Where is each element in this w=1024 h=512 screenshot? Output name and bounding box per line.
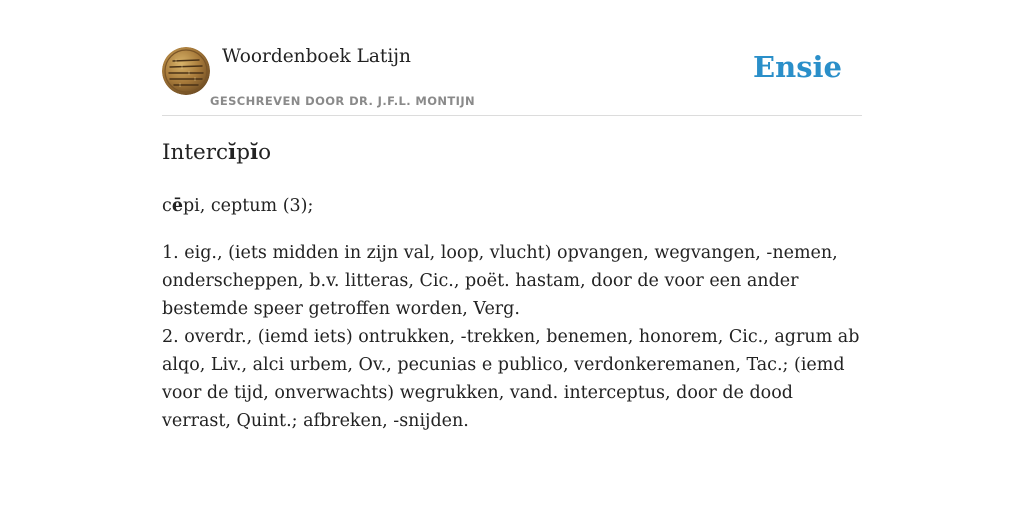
entry-title-part: Interc	[162, 140, 229, 165]
principal-parts-macron-vowel: ē	[171, 196, 183, 216]
principal-parts	[162, 193, 313, 219]
principal-parts-text: c	[162, 196, 172, 216]
dictionary-title[interactable]: Woordenboek Latijn	[222, 46, 411, 67]
entry-title-breve-vowel: ĭ	[228, 140, 237, 165]
entry-title-breve-vowel: ĭ	[249, 140, 259, 165]
entry-title	[162, 140, 271, 165]
definitions	[162, 239, 862, 435]
page	[162, 0, 862, 431]
latin-inscription-coin-icon[interactable]	[162, 47, 210, 95]
header	[162, 0, 862, 116]
author-byline: GESCHREVEN DOOR DR. J.F.L. MONTIJN	[210, 94, 476, 108]
definition-item: 2. overdr., (iemd iets) ontrukken, -trekken, benemen, honorem, Cic., agrum ab alqo, Liv., alci urbem, Ov., pecunias e publico, verdonkeremanen, Tac.; (iemd voor de tijd, onverwachts) wegrukken, vand. interceptus, door de dood verrast, Quint.; afbreken, -snijden.	[162, 327, 860, 431]
principal-parts-text: pi, ceptum (3);	[182, 196, 314, 216]
ensie-brand-link[interactable]: Ensie	[753, 50, 842, 84]
entry-title-part: p	[236, 140, 250, 165]
definition-item: 1. eig., (iets midden in zijn val, loop, vlucht) opvangen, wegvangen, -nemen, onderscheppen, b.v. litteras, Cic., poët. hastam, door de voor een ander bestemde speer getroffen worden, Verg.	[162, 243, 838, 319]
entry-title-part: o	[258, 140, 272, 165]
